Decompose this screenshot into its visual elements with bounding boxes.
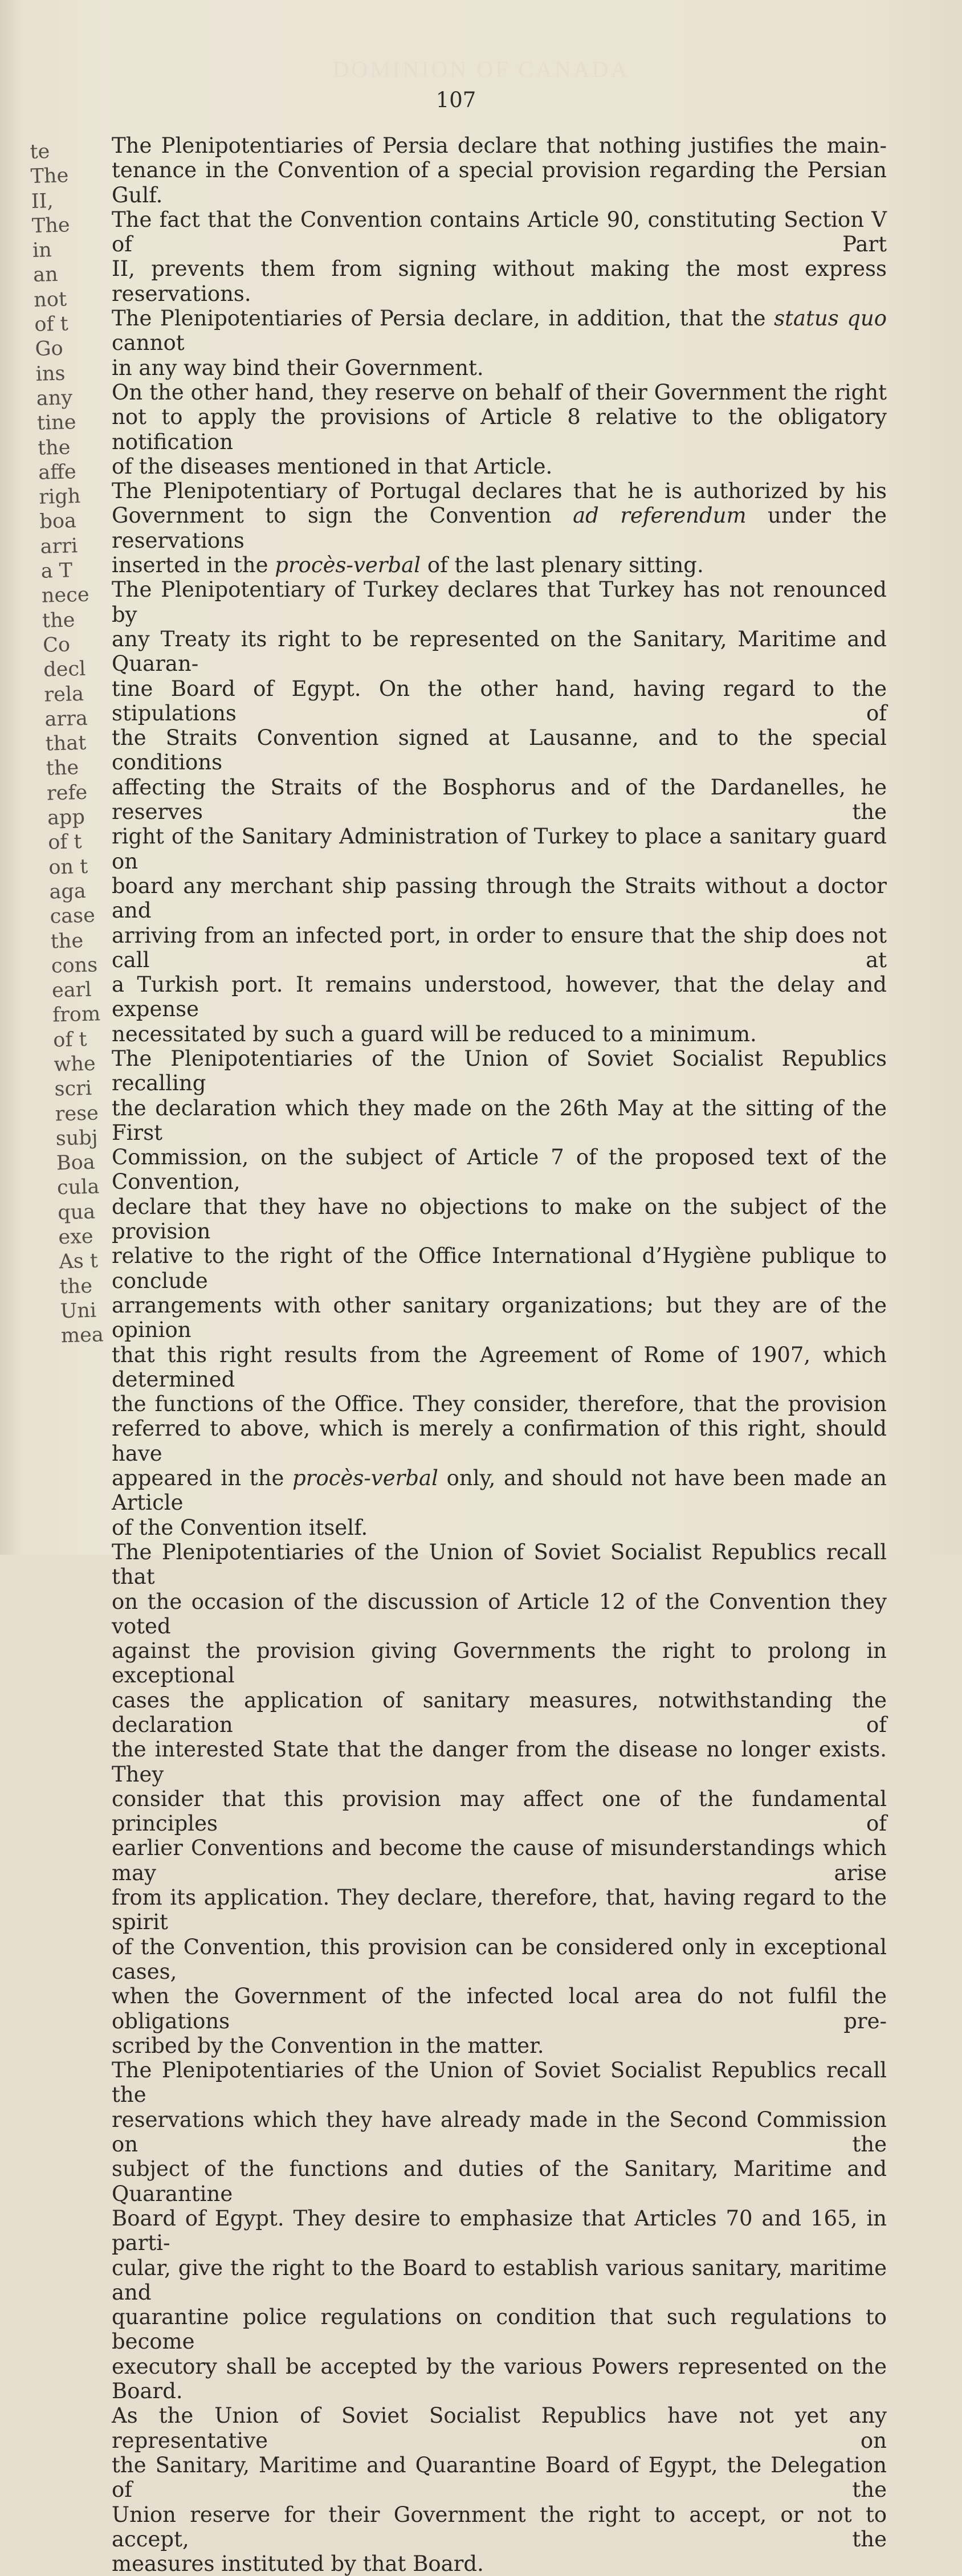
text-line: The Plenipotentiary of Turkey declares that Turkey has not renounced by <box>112 577 887 627</box>
text-line: The fact that the Convention contains Article 90, constituting Section V of Part <box>112 207 887 257</box>
text-line: Government to sign the Convention ad referendum under the reservations <box>112 503 887 553</box>
text-line: appeared in the procès-verbal only, and should not have been made an Article <box>112 1466 887 1515</box>
text-line: of the Convention itself. <box>112 1515 368 1540</box>
text-line: when the Government of the infected local area do not fulfil the obligations pre- <box>112 1984 887 2033</box>
text-line: on the occasion of the discussion of Article 12 of the Convention they voted <box>112 1589 887 1638</box>
paragraph <box>112 1046 887 1540</box>
paragraph <box>112 133 887 380</box>
text-line: not to apply the provisions of Article 8 relative to the obligatory notification <box>112 405 887 454</box>
text-line: necessitated by such a guard will be reduced to a minimum. <box>112 1021 757 1046</box>
bleed-fragment: whe <box>53 1052 96 1077</box>
text-line: any Treaty its right to be represented on the Sanitary, Maritime and Quaran- <box>112 626 887 676</box>
bleed-fragment: affe <box>38 460 77 484</box>
bleed-fragment: of t <box>34 312 69 336</box>
bleed-fragment: the <box>42 608 75 633</box>
bleed-fragment: II, <box>31 189 54 213</box>
bleed-fragment: subj <box>55 1126 99 1151</box>
faint-show-through-heading: DOMINION OF CANADA <box>332 56 630 82</box>
text-line: The Plenipotentiaries of the Union of Soviet Socialist Republics recalling <box>112 1046 887 1096</box>
bleed-fragment: te <box>30 140 50 164</box>
bleed-fragment: earl <box>51 978 92 1002</box>
bleed-fragment: any <box>36 386 73 410</box>
bleed-fragment: mea <box>60 1323 104 1348</box>
text-line: the declaration which they made on the 26th May at the sitting of the First <box>112 1095 887 1145</box>
text-line: quarantine police regulations on condition that such regulations to become <box>112 2305 887 2354</box>
bleed-fragment: rela <box>43 682 84 707</box>
bleed-fragment: tine <box>36 411 77 435</box>
bleed-fragment: boa <box>39 510 77 534</box>
text-line: relative to the right of the Office International d’Hygiène publique to conclude <box>112 1244 887 1293</box>
text-line: referred to above, which is merely a confirmation of this right, should have <box>112 1416 887 1466</box>
bleed-fragment: app <box>47 805 85 830</box>
text-line: against the provision giving Governments the right to prolong in exceptional <box>112 1638 887 1688</box>
text-line: the functions of the Office. They consider, therefore, that the provision <box>112 1392 887 1417</box>
bleed-fragment: qua <box>57 1200 96 1225</box>
bleed-fragment: the <box>50 929 84 953</box>
bleed-fragment: rese <box>55 1102 99 1126</box>
text-line: of the Convention, this provision can be considered only in exceptional cases, <box>112 1934 887 1984</box>
text-line: The Plenipotentiary of Portugal declares that he is authorized by his <box>112 479 887 504</box>
text-line: arrangements with other sanitary organizations; but they are of the opinion <box>112 1293 887 1343</box>
text-line: measures instituted by that Board. <box>112 2551 484 2576</box>
text-line: The Plenipotentiaries of the Union of Soviet Socialist Republics recall the <box>112 2058 887 2108</box>
text-line: As the Union of Soviet Socialist Republics have not yet any representative on <box>112 2403 887 2453</box>
bleed-fragment: that <box>45 731 87 756</box>
bleed-fragment: not <box>33 288 67 312</box>
text-line: II, prevents them from signing without making the most express reservations. <box>112 256 887 306</box>
text-line: Board of Egypt. They desire to emphasize that Articles 70 and 165, in parti- <box>112 2206 887 2256</box>
bleed-fragment: Uni <box>60 1299 97 1323</box>
paragraph <box>112 577 887 1046</box>
bleed-fragment: The <box>31 214 71 238</box>
page-number: 107 <box>435 88 476 112</box>
text-line: consider that this provision may affect one of the fundamental principles of <box>112 1786 887 1836</box>
paragraph <box>112 479 887 577</box>
text-line: that this right results from the Agreement of Rome of 1907, which determined <box>112 1342 887 1392</box>
paragraph <box>112 1540 887 2058</box>
bleed-fragment: on t <box>48 855 88 879</box>
bleed-fragment: the <box>37 435 71 460</box>
bleed-fragment: in <box>32 239 52 263</box>
text-line: scribed by the Convention in the matter. <box>112 2033 544 2058</box>
text-line: Union reserve for their Government the right to accept, or not to accept, the <box>112 2502 887 2551</box>
text-line: inserted in the procès-verbal of the last plenary sitting. <box>112 553 704 578</box>
text-line: right of the Sanitary Administration of Turkey to place a sanitary guard on <box>112 824 887 874</box>
text-line: The Plenipotentiaries of Persia declare that nothing justifies the main- <box>112 133 887 158</box>
text-line: tenance in the Convention of a special provision regarding the Persian Gulf. <box>112 158 887 207</box>
text-line: from its application. They declare, therefore, that, having regard to the spirit <box>112 1885 887 1935</box>
body-text <box>112 133 887 2576</box>
bleed-fragment: Go <box>35 337 64 361</box>
bleed-fragment: of t <box>52 1028 88 1052</box>
text-line: declare that they have no objections to make on the subject of the provision <box>112 1194 887 1244</box>
text-line: On the other hand, they reserve on behalf of their Government the right <box>112 380 887 405</box>
text-line: subject of the functions and duties of the Sanitary, Maritime and Quarantine <box>112 2157 887 2206</box>
text-line: the Sanitary, Maritime and Quarantine Board of Egypt, the Delegation of the <box>112 2452 887 2502</box>
bleed-fragment: arra <box>44 707 88 731</box>
text-line: tine Board of Egypt. On the other hand, having regard to the stipulations of <box>112 676 887 725</box>
bleed-fragment: exe <box>58 1225 94 1249</box>
text-line: The Plenipotentiaries of Persia declare, in addition, that the status quo cannot <box>112 306 887 356</box>
bleed-fragment: an <box>32 263 59 287</box>
text-line: of the diseases mentioned in that Article. <box>112 454 553 479</box>
text-line: The Plenipotentiaries of the Union of Soviet Socialist Republics recall that <box>112 1539 887 1589</box>
bleed-fragment: ins <box>35 362 66 386</box>
text-line: cular, give the right to the Board to establish various sanitary, maritime and <box>112 2255 887 2305</box>
paragraph <box>112 380 887 479</box>
bleed-fragment: refe <box>46 781 88 805</box>
bleed-fragment: scri <box>54 1077 92 1101</box>
text-line: reservations which they have already made in the Second Commission on the <box>112 2107 887 2157</box>
text-line: board any merchant ship passing through the Straits without a doctor and <box>112 873 887 923</box>
bleed-fragment: aga <box>49 879 87 904</box>
bleed-fragment: from <box>52 1002 101 1027</box>
paragraph <box>112 2058 887 2576</box>
bleed-fragment: cons <box>51 953 98 978</box>
bleed-fragment: case <box>50 904 96 928</box>
text-line: arriving from an infected port, in order to ensure that the ship does not call at <box>112 923 887 972</box>
text-line: a Turkish port. It remains understood, however, that the delay and expense <box>112 972 887 1022</box>
bleed-fragment: the <box>59 1274 93 1298</box>
text-line: Commission, on the subject of Article 7 of the proposed text of the Convention, <box>112 1145 887 1195</box>
text-line: earlier Conventions and become the cause of misunderstandings which may arise <box>112 1836 887 1885</box>
text-line: executory shall be accepted by the various Powers represented on the Board. <box>112 2354 887 2404</box>
bleed-fragment: The <box>30 164 69 189</box>
bleed-fragment: nece <box>41 583 90 608</box>
bleed-fragment: arri <box>40 534 78 559</box>
bleed-fragment: Boa <box>56 1151 96 1175</box>
bleed-fragment: the <box>46 756 79 781</box>
bleed-fragment: a T <box>40 559 73 583</box>
text-line: the interested State that the danger from the disease no longer exists. They <box>112 1737 887 1787</box>
text-line: the Straits Convention signed at Lausanne, and to the special conditions <box>112 725 887 775</box>
text-line: in any way bind their Government. <box>112 355 484 380</box>
bleed-fragment: Co <box>42 633 71 657</box>
text-line: cases the application of sanitary measures, notwithstanding the declaration of <box>112 1688 887 1737</box>
bleed-fragment: cula <box>56 1175 100 1200</box>
bleed-fragment: righ <box>38 485 81 509</box>
bleed-fragment: As t <box>59 1249 99 1274</box>
bleed-fragment: decl <box>43 657 86 682</box>
bleed-fragment: of t <box>47 830 83 854</box>
text-line: affecting the Straits of the Bosphorus and of the Dardanelles, he reserves the <box>112 775 887 825</box>
